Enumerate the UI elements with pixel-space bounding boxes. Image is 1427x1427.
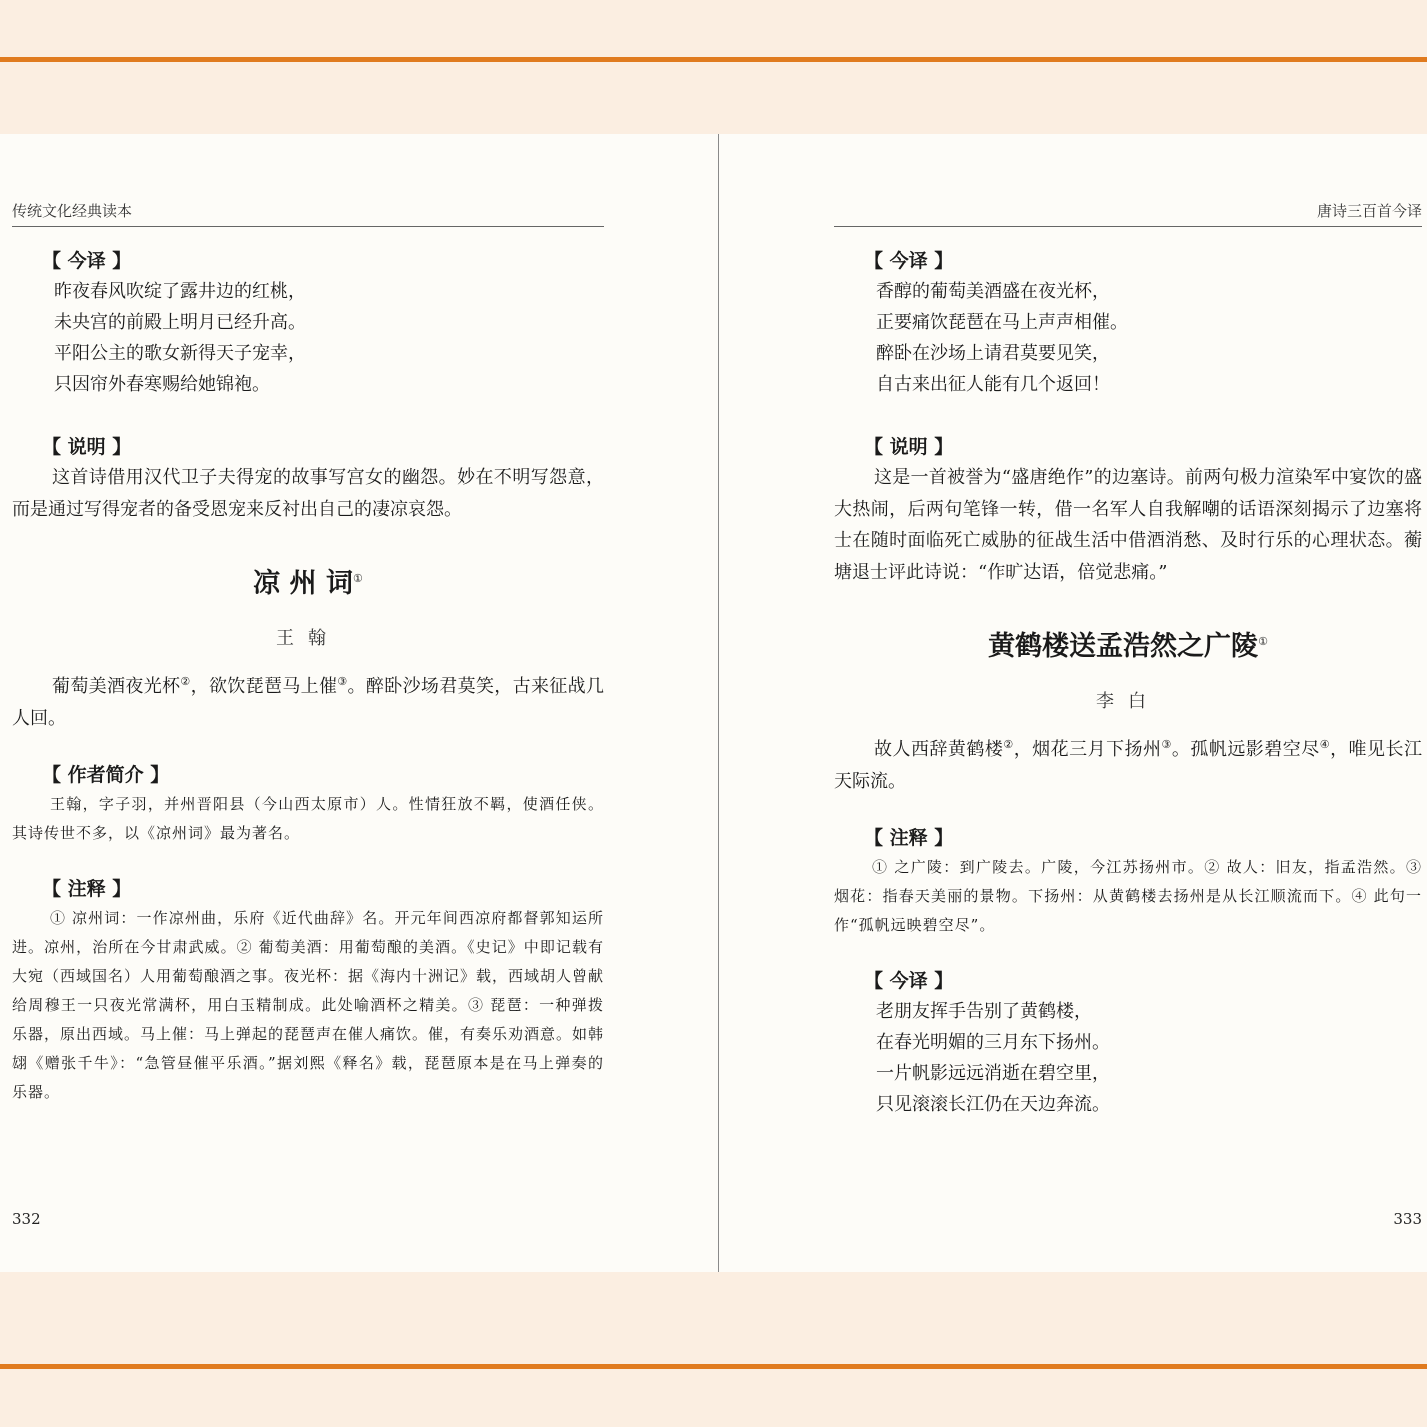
- explanation-paragraph: 这是一首被誉为“盛唐绝作”的边塞诗。前两句极力渲染军中宴饮的盛大热闹，后两句笔锋一转，借一名军人自我解嘲的话语深刻揭示了边塞将士在随时面临死亡威胁的征战生活中借酒消愁、及时行乐的心理状态。蘅塘退士评此诗说：“作旷达语，倍觉悲痛。”: [834, 467, 1422, 583]
- page-number-right: 333: [1393, 1210, 1422, 1228]
- poem-text-part: ，烟花三月下扬州: [1013, 739, 1162, 760]
- translation-line: 一片帆影远远消逝在碧空里，: [876, 1063, 1110, 1084]
- poem-text-part: 。孤帆远影碧空尽: [1171, 739, 1320, 760]
- author-bio-paragraph: 王翰，字子羽，并州晋阳县（今山西太原市）人。性情狂放不羁，使酒任侠。其诗传世不多，以《凉州词》最为著名。: [12, 795, 604, 842]
- bottom-orange-stripe: [0, 1364, 1427, 1369]
- translation-line: 正要痛饮琵琶在马上声声相催。: [876, 312, 1128, 333]
- page-number-left: 332: [12, 1210, 41, 1228]
- right-page-content: [834, 246, 1422, 1120]
- left-page-content: [12, 246, 604, 1107]
- poem-text-part: 葡萄美酒夜光杯: [52, 676, 181, 697]
- section-heading-translation: 【 今译 】: [864, 970, 954, 992]
- left-page: [12, 134, 604, 1272]
- poem-text-part: ，欲饮琵琶马上催: [190, 676, 338, 697]
- running-head-left: 传统文化经典读本: [12, 200, 604, 227]
- translation-line: 自古来出征人能有几个返回！: [876, 374, 1110, 395]
- explanation-paragraph: 这首诗借用汉代卫子夫得宠的故事写宫女的幽怨。妙在不明写怨意，而是通过写得宠者的备受恩宠来反衬出自己的凄凉哀怨。: [12, 467, 604, 520]
- section-heading-notes: 【 注释 】: [864, 827, 954, 849]
- poem-author: 王翰: [276, 628, 340, 649]
- poem-title-text: 凉 州 词: [253, 568, 353, 599]
- running-head-right: 唐诗三百首今译: [834, 200, 1422, 227]
- poem-text-part: ，唯见长江天际流。: [834, 739, 1422, 792]
- section-heading-explanation: 【 说明 】: [864, 436, 954, 458]
- notes-paragraph: ① 凉州词：一作凉州曲，乐府《近代曲辞》名。开元年间西凉府都督郭知运所进。凉州，治所在今甘肃武威。② 葡萄美酒：用葡萄酿的美酒。《史记》中即记载有大宛（西域国名）人用葡萄酿酒之事。夜光杯：据《海内十洲记》载，西域胡人曾献给周穆王一只夜光常满杯，用白玉精制成。此处喻酒杯之精美。③ 琵琶：一种弹拨乐器，原出西域。马上催：马上弹起的琵琶声在催人痛饮。催，有奏乐劝酒意。如韩翃《赠张千牛》：“急管昼催平乐酒。”据刘熙《释名》载，琵琶原本是在马上弹奏的乐器。: [12, 909, 605, 1101]
- right-page: [834, 134, 1422, 1272]
- footnote-mark: ③: [1161, 738, 1172, 751]
- translation-line: 昨夜春风吹绽了露井边的红桃，: [54, 281, 306, 302]
- poem-text: [12, 666, 604, 734]
- footnote-mark: ④: [1319, 738, 1331, 751]
- section-heading-translation: 【 今译 】: [864, 250, 954, 272]
- notes-paragraph: ① 之广陵：到广陵去。广陵，今江苏扬州市。② 故人：旧友，指孟浩然。③ 烟花：指春天美丽的景物。下扬州：从黄鹤楼去扬州是从长江顺流而下。④ 此句一作“孤帆远映碧空尽”。: [834, 858, 1422, 934]
- poem-title-text: 黄鹤楼送孟浩然之广陵: [988, 631, 1259, 662]
- top-orange-stripe: [0, 57, 1427, 62]
- book-spread: [0, 134, 1427, 1272]
- footnote-mark: ②: [1003, 738, 1014, 751]
- translation-line: 醉卧在沙场上请君莫要见笑，: [876, 343, 1110, 364]
- translation-line: 平阳公主的歌女新得天子宠幸，: [54, 343, 306, 364]
- translation-line: 只见滚滚长江仍在天边奔流。: [876, 1094, 1110, 1115]
- translation-line: 香醇的葡萄美酒盛在夜光杯，: [876, 281, 1110, 302]
- poem-title: [12, 559, 604, 604]
- poem-title: [834, 622, 1422, 667]
- translation-line: 老朋友挥手告别了黄鹤楼，: [876, 1001, 1092, 1022]
- section-heading-explanation: 【 说明 】: [42, 436, 132, 458]
- poem-text: [834, 729, 1422, 797]
- footnote-mark: ③: [337, 675, 348, 688]
- footnote-mark: ②: [180, 675, 191, 688]
- footnote-mark: ①: [352, 572, 363, 585]
- book-spine: [718, 134, 719, 1272]
- translation-line: 只因帘外春寒赐给她锦袍。: [54, 374, 270, 395]
- translation-line: 未央宫的前殿上明月已经升高。: [54, 312, 306, 333]
- poem-text-part: 。醉卧沙场君莫笑，古来征战几人回。: [12, 676, 604, 729]
- poem-text-part: 故人西辞黄鹤楼: [874, 739, 1004, 760]
- footnote-mark: ①: [1258, 635, 1268, 648]
- poem-author: 李白: [1096, 691, 1160, 712]
- section-heading-translation: 【 今译 】: [42, 250, 132, 272]
- translation-line: 在春光明媚的三月东下扬州。: [876, 1032, 1110, 1053]
- section-heading-author-bio: 【 作者简介 】: [42, 764, 170, 786]
- section-heading-notes: 【 注释 】: [42, 878, 132, 900]
